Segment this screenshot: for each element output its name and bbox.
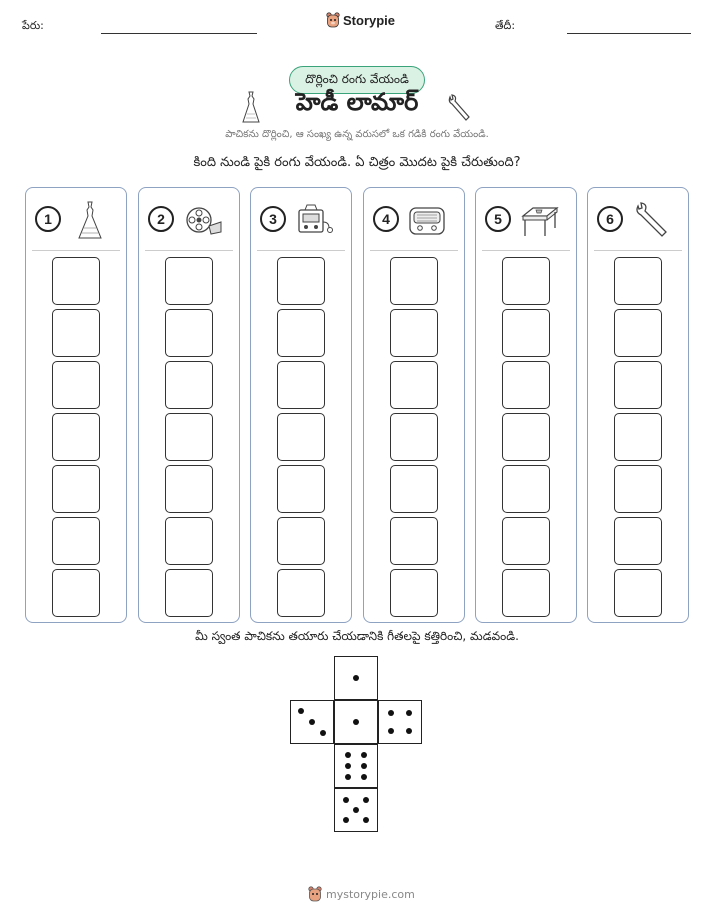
pip [343, 797, 349, 803]
column-header [476, 188, 576, 250]
die-face-5 [334, 788, 378, 832]
film-reel-icon [183, 200, 223, 240]
pip [363, 817, 369, 823]
color-box[interactable] [277, 413, 325, 461]
pip [406, 710, 412, 716]
date-line[interactable] [567, 33, 691, 34]
pip [298, 708, 304, 714]
die-face-4 [378, 700, 422, 744]
pip [361, 763, 367, 769]
column-5 [475, 187, 577, 623]
color-box[interactable] [277, 309, 325, 357]
pip [320, 730, 326, 736]
color-box[interactable] [390, 309, 438, 357]
gown-icon [70, 200, 110, 240]
color-box[interactable] [502, 361, 550, 409]
column-3 [250, 187, 352, 623]
die-face-1 [334, 700, 378, 744]
footer [308, 886, 415, 902]
column-number: 2 [148, 206, 174, 232]
subtitle: పాచికను దొర్లించి, ఆ సంఖ్య ఉన్న వరుసలో ఒక గడికి రంగు వేయండి. [225, 129, 489, 140]
radio-device-icon [295, 200, 335, 240]
color-box[interactable] [52, 309, 100, 357]
name-label: పేరు: [22, 19, 44, 32]
color-box[interactable] [614, 257, 662, 305]
column-divider [370, 250, 458, 251]
color-box[interactable] [390, 257, 438, 305]
wrench-icon [632, 200, 672, 240]
color-box[interactable] [52, 361, 100, 409]
color-box[interactable] [52, 517, 100, 565]
column-divider [594, 250, 682, 251]
workbench-icon [520, 200, 560, 240]
column-header [26, 188, 126, 250]
column-divider [145, 250, 233, 251]
color-box[interactable] [614, 465, 662, 513]
column-6 [587, 187, 689, 623]
pip [353, 675, 359, 681]
color-box[interactable] [52, 569, 100, 617]
color-box[interactable] [390, 517, 438, 565]
color-box[interactable] [614, 361, 662, 409]
date-label: తేదీ: [495, 19, 516, 32]
color-box[interactable] [277, 569, 325, 617]
column-header [364, 188, 464, 250]
color-box[interactable] [277, 361, 325, 409]
column-1 [25, 187, 127, 623]
color-box[interactable] [165, 257, 213, 305]
pip [345, 763, 351, 769]
color-box[interactable] [277, 257, 325, 305]
color-box[interactable] [502, 309, 550, 357]
color-box[interactable] [390, 361, 438, 409]
column-header [139, 188, 239, 250]
column-header [251, 188, 351, 250]
pip [388, 728, 394, 734]
column-divider [32, 250, 120, 251]
column-number: 3 [260, 206, 286, 232]
pip [361, 774, 367, 780]
name-line[interactable] [101, 33, 257, 34]
pip [388, 710, 394, 716]
pip [353, 719, 359, 725]
pip [361, 752, 367, 758]
color-box[interactable] [52, 413, 100, 461]
color-box[interactable] [52, 465, 100, 513]
color-box[interactable] [502, 465, 550, 513]
color-box[interactable] [165, 361, 213, 409]
color-box[interactable] [614, 309, 662, 357]
footer-site[interactable]: mystorypie.com [326, 887, 415, 901]
color-box[interactable] [52, 257, 100, 305]
pip [363, 797, 369, 803]
color-box[interactable] [390, 569, 438, 617]
column-4 [363, 187, 465, 623]
color-box[interactable] [614, 413, 662, 461]
page-title: హెడీ లామార్ [295, 88, 419, 116]
instruction: కింది నుండి పైకి రంగు వేయండి. ఏ చిత్రం మొదట పైకి చేరుతుంది? [193, 155, 521, 170]
color-box[interactable] [614, 517, 662, 565]
column-number: 6 [597, 206, 623, 232]
column-2 [138, 187, 240, 623]
die-face-1 [334, 656, 378, 700]
die-face-3 [290, 700, 334, 744]
column-number: 4 [373, 206, 399, 232]
pip [309, 719, 315, 725]
color-box[interactable] [277, 517, 325, 565]
color-box[interactable] [502, 257, 550, 305]
color-box[interactable] [165, 465, 213, 513]
pip [343, 817, 349, 823]
color-box[interactable] [502, 517, 550, 565]
pip [345, 774, 351, 780]
pip [345, 752, 351, 758]
color-box[interactable] [165, 569, 213, 617]
column-number: 5 [485, 206, 511, 232]
activity-badge: దొర్లించి రంగు వేయండి [289, 66, 425, 94]
color-box[interactable] [390, 413, 438, 461]
color-box[interactable] [165, 413, 213, 461]
color-box[interactable] [502, 413, 550, 461]
column-number: 1 [35, 206, 61, 232]
color-box[interactable] [390, 465, 438, 513]
brand-name: Storypie [343, 12, 396, 28]
color-box[interactable] [502, 569, 550, 617]
color-box[interactable] [614, 569, 662, 617]
column-divider [257, 250, 345, 251]
vintage-radio-icon [408, 200, 448, 240]
column-header [588, 188, 688, 250]
cut-fold-instruction: మీ స్వంత పాచికను తయారు చేయడానికి గీతలపై కత్తిరించి, మడవండి. [195, 629, 519, 643]
column-divider [482, 250, 570, 251]
storypie-mascot-icon [308, 886, 322, 902]
brand-logo [326, 12, 395, 28]
pip [406, 728, 412, 734]
color-box[interactable] [165, 517, 213, 565]
storypie-mascot-icon [326, 12, 340, 28]
color-box[interactable] [165, 309, 213, 357]
die-face-6 [334, 744, 378, 788]
pip [353, 807, 359, 813]
color-box[interactable] [277, 465, 325, 513]
wrench-icon [446, 93, 472, 123]
